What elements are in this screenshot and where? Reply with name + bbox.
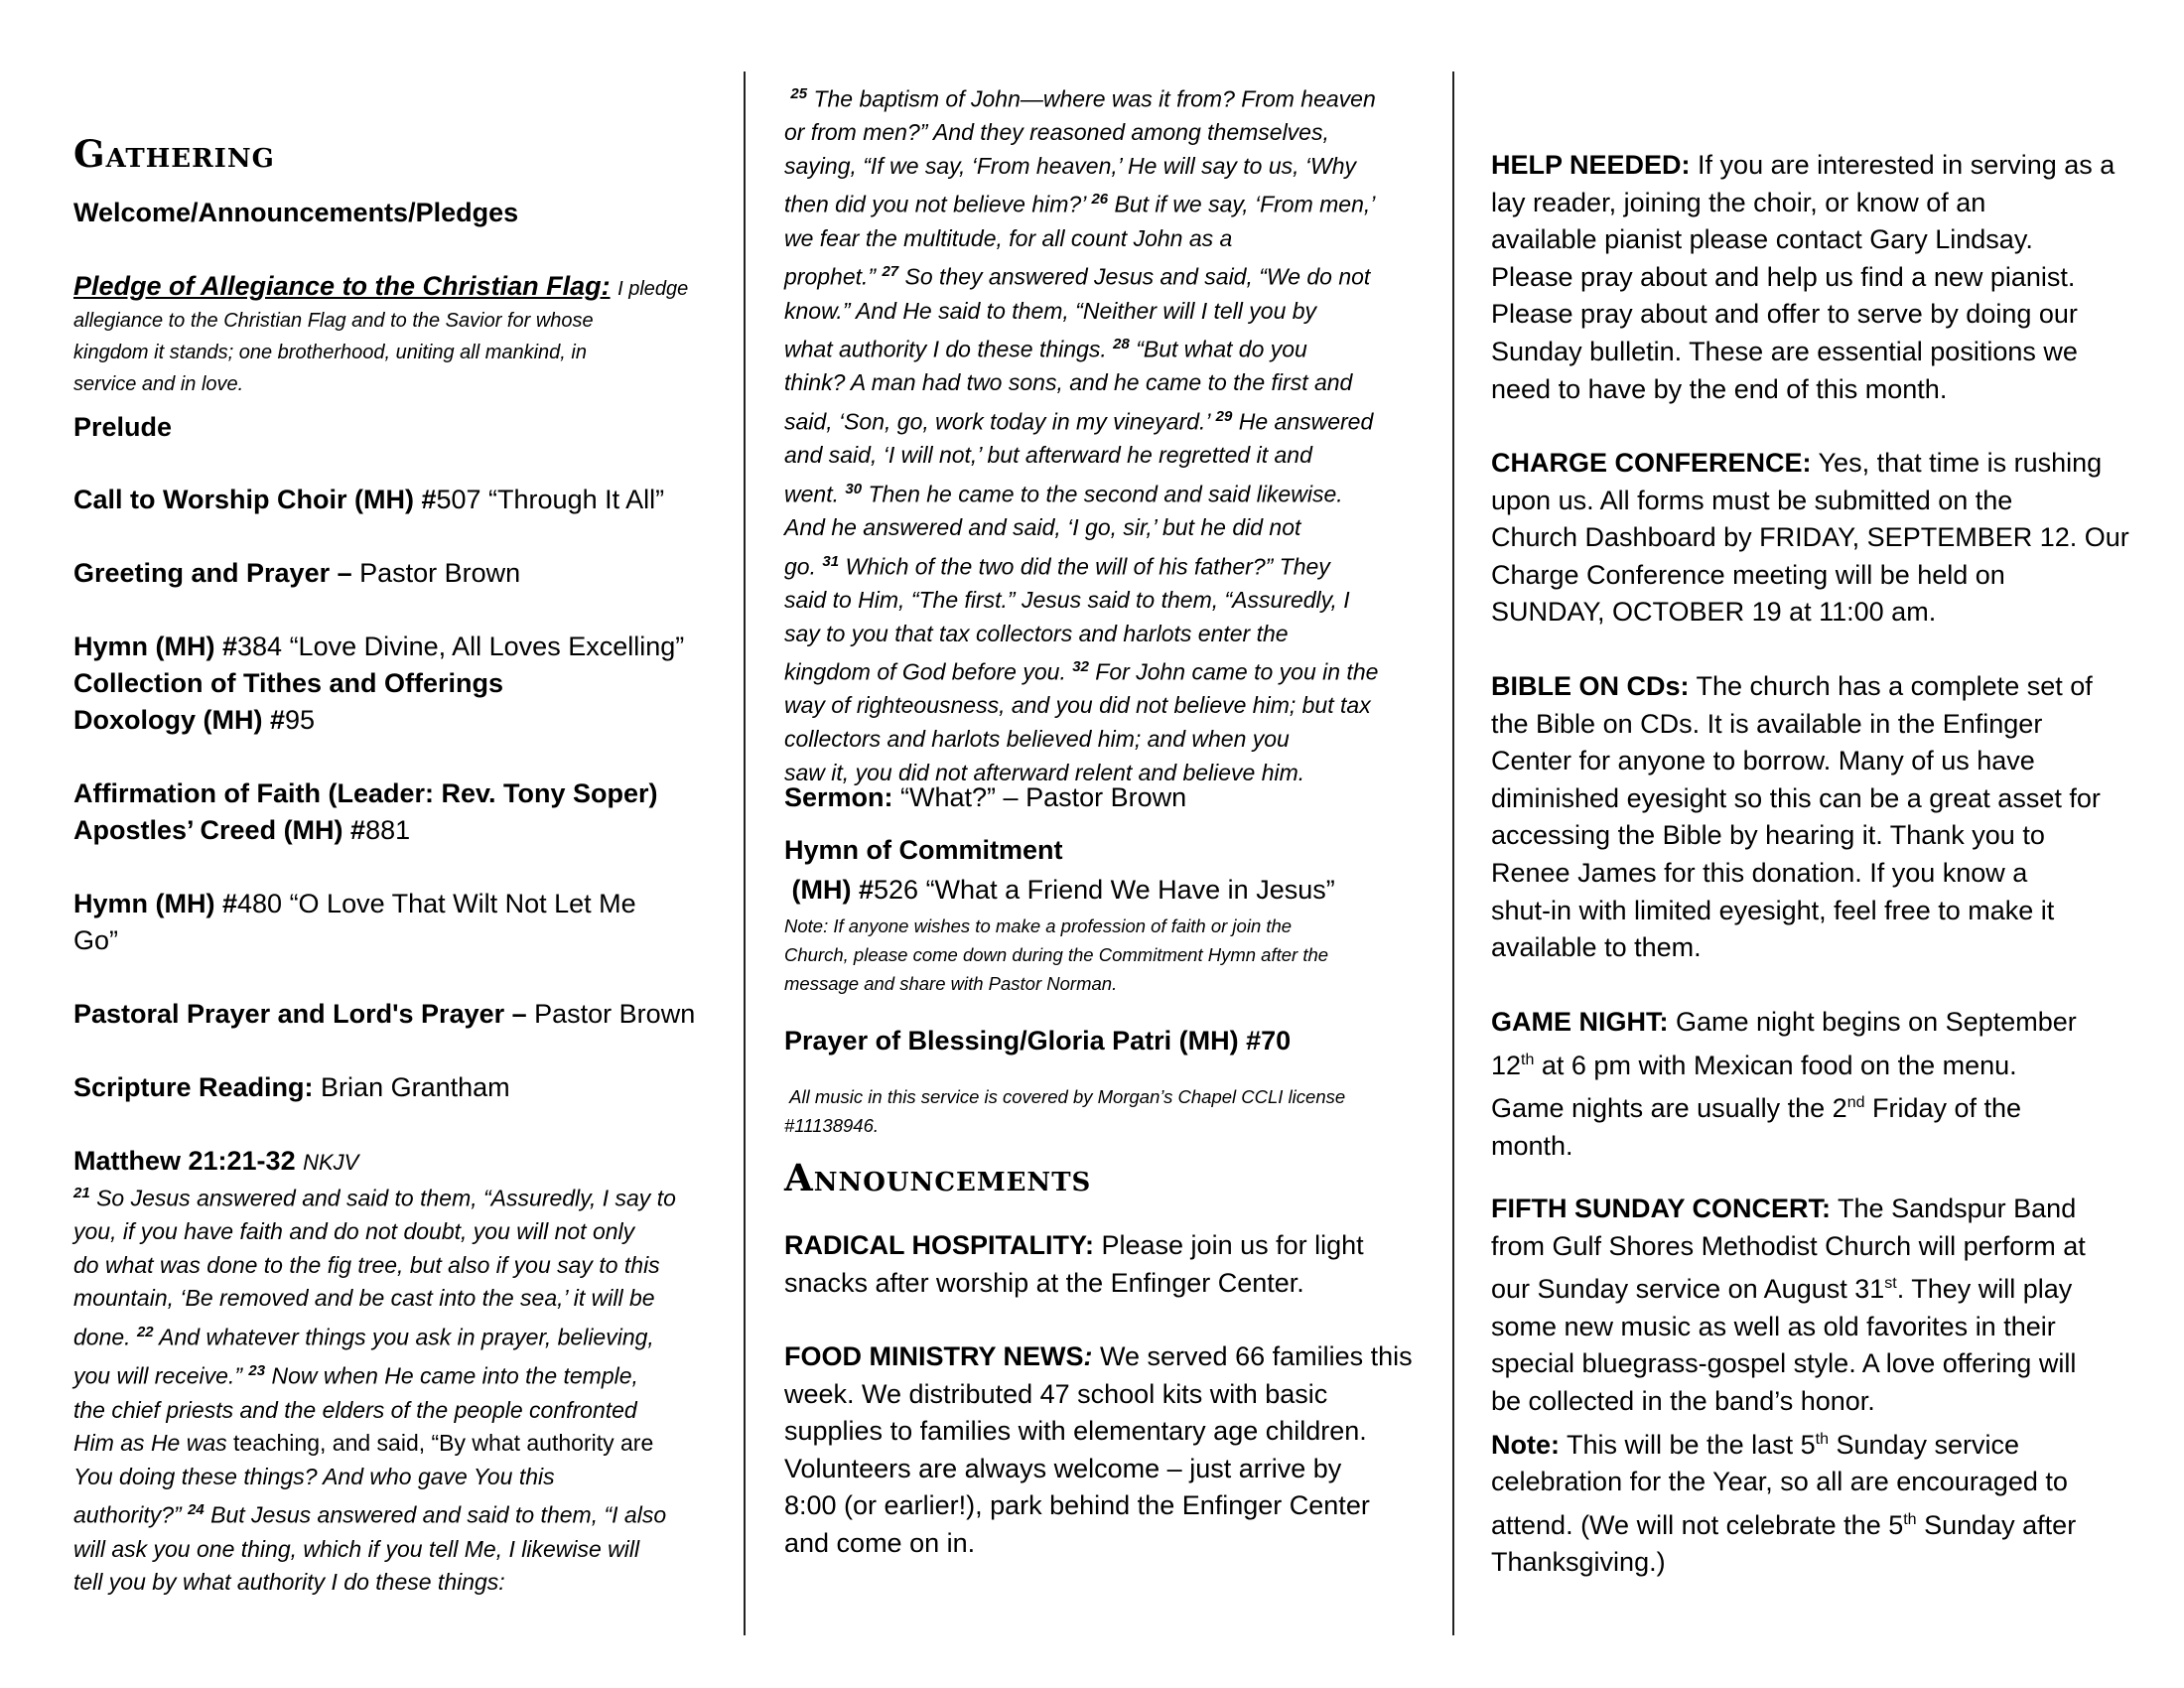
verse-line: mountain, ‘Be removed and be cast into the sea,’ it will be	[73, 1285, 655, 1312]
greeting-label: Greeting and Prayer –	[73, 558, 352, 588]
prelude-line: Prelude	[73, 412, 173, 442]
fifth-sunday-concert-announcement: FIFTH SUNDAY CONCERT: The Sandspur Band from Gulf Shores Methodist Church will perform at our Sunday service on August 31st. They will play some new music as well as old favorites in their special bluegrass-gospel style. A love offering will be collected in the band’s honor. Note: This will be the last 5th Sunday service celebration for the Year, so all are encouraged to attend. (We will not celebrate the 5th Sunday after Thanksgiving.)	[1491, 1194, 2086, 1578]
commitment-hymn-value: 526 “What a Friend We Have in Jesus”	[874, 875, 1335, 905]
verse-number: 30	[845, 480, 863, 497]
food-ministry-announcement: FOOD MINISTRY NEWS: We served 66 families this week. We distributed 47 school kits with basic supplies to families with elementary age children. Volunteers are always welcome – just arrive by 8:00 (or earlier!), park behind the Enfinger Center and come on in.	[784, 1341, 1413, 1558]
game-night-announcement: GAME NIGHT: Game night begins on September 12th at 6 pm with Mexican food on the menu. Game nights are usually the 2nd Friday of the month.	[1491, 1007, 2077, 1161]
creed-label: Apostles’ Creed (MH) #	[73, 815, 366, 845]
commitment-note	[784, 912, 1428, 998]
commitment-hymn-label: (MH) #	[791, 875, 875, 905]
pledge-title: Pledge of Allegiance to the Christian Flag:	[73, 271, 611, 301]
scripture-passage-continued	[784, 77, 1428, 789]
verse-line: done. $^{22}$ And whatever things you ask in prayer, believing,	[73, 1324, 654, 1350]
verse-line: you, if you have faith and do not doubt, you will not only	[73, 1218, 635, 1245]
charge-conference-announcement: CHARGE CONFERENCE: Yes, that time is rushing upon us. All forms must be submitted on the Church Dashboard by FRIDAY, SEPTEMBER 12. Our Charge Conference meeting will be held on SUNDAY, OCTOBER 19 at 11:00 am.	[1491, 448, 2129, 628]
call-to-worship-label: Call to Worship Choir (MH) #	[73, 485, 437, 514]
verse-number: 29	[1215, 407, 1233, 425]
pledge-text: I pledge	[617, 278, 689, 300]
verse-line: then did you not believe him?’ $^{26}$ But if we say, ‘From men,’	[784, 191, 1376, 218]
hymn-line	[73, 629, 709, 664]
verse-line: think? A man had two sons, and he came to the first and	[784, 369, 1353, 396]
verse-line: we fear the multitude, for all count John as a	[784, 224, 1233, 251]
pastoral-prayer-value: Pastor Brown	[526, 999, 696, 1029]
note-label: Note:	[1491, 1429, 1560, 1460]
verse-number: 32	[1072, 658, 1089, 676]
passage-ref: Matthew 21:21-32	[73, 1146, 296, 1176]
hymn-line	[73, 886, 709, 921]
collection-line: Collection of Tithes and Offerings	[73, 668, 504, 698]
license-note	[784, 1082, 1428, 1140]
scripture-passage	[73, 1177, 709, 1600]
scripture-reading-value: Brian Grantham	[313, 1072, 510, 1102]
verse-line: kingdom of God before you. $^{32}$ For John came to you in the	[784, 658, 1379, 685]
column-divider-right	[1452, 71, 1454, 1635]
verse-line: know.” And He said to them, “Neither will I tell you by	[784, 297, 1317, 324]
verse-number: 27	[882, 263, 899, 281]
announcement-label: BIBLE ON CDs:	[1491, 671, 1690, 701]
pledge-text: kingdom it stands; one brotherhood, uniting all mankind, in	[73, 342, 587, 363]
blessing-line: Prayer of Blessing/Gloria Patri (MH) #70	[784, 1026, 1292, 1055]
verse-number: 28	[1113, 336, 1130, 353]
announcement-label: CHARGE CONFERENCE:	[1491, 448, 1812, 478]
announcements-column	[1491, 0, 2146, 1688]
hymn-value-continued: Go”	[73, 925, 119, 955]
verse-line: $^{25}$ The baptism of John—where was it from? From heaven	[790, 85, 1376, 112]
commitment-hymn-line	[784, 872, 1428, 908]
verse-line: collectors and harlots believed him; and when you	[784, 725, 1290, 752]
verse-line: authority?” $^{24}$ But Jesus answered and said to them, “I also	[73, 1501, 667, 1528]
verse-line: what authority I do these things. $^{28}$ “But what do you	[784, 336, 1307, 362]
note-line: Church, please come down during the Commitment Hymn after the	[784, 944, 1329, 965]
announcement-label: GAME NIGHT:	[1491, 1007, 1669, 1037]
creed-value: 881	[365, 815, 411, 845]
verse-line: the chief priests and the elders of the people confronted	[73, 1396, 637, 1423]
verse-line: you will receive.” $^{23}$ Now when He came into the temple,	[73, 1362, 638, 1389]
announcement-label: HELP NEEDED:	[1491, 150, 1691, 180]
announcement-label: RADICAL HOSPITALITY:	[784, 1230, 1094, 1260]
verse-line: You doing these things? And who gave You this	[73, 1463, 555, 1489]
verse-line: prophet.” $^{27}$ So they answered Jesus and said, “We do not	[784, 263, 1371, 290]
note-line: message and share with Pastor Norman.	[784, 973, 1118, 994]
hymn-value: 480 “O Love That Wilt Not Let Me	[237, 889, 636, 918]
verse-line: saying, “If we say, ‘From heaven,’ He will say to us, ‘Why	[784, 152, 1357, 179]
greeting-value: Pastor Brown	[351, 558, 521, 588]
creed-line	[73, 812, 709, 848]
column-divider-left	[744, 71, 746, 1635]
verse-line: say to you that tax collectors and harlots enter the	[784, 620, 1289, 646]
verse-line: And he answered and said, ‘I go, sir,’ but he did not	[784, 514, 1301, 541]
sermon-label: Sermon:	[784, 782, 893, 812]
verse-line: go. $^{31}$ Which of the two did the will of his father?” They	[784, 552, 1330, 580]
verse-number: 22	[136, 1324, 154, 1341]
verse-line: $^{21}$ So Jesus answered and said to them, “Assuredly, I say to	[73, 1185, 676, 1211]
verse-number: 31	[822, 552, 840, 570]
note-line: Note: If anyone wishes to make a profession of faith or join the	[784, 915, 1293, 936]
verse-line: tell you by what authority I do these things:	[73, 1569, 505, 1596]
bible-on-cds-announcement: BIBLE ON CDs: The church has a complete set of the Bible on CDs. It is available in the Enfinger Center for anyone to borrow. Many of us have diminished eyesight so this can be a great asset for accessing the Bible by hearing it. Thank you to Renee James for this donation. If you know a shut-in with limited eyesight, feel free to make it available to them.	[1491, 671, 2101, 963]
passage-version: NKJV	[303, 1150, 359, 1175]
announcement-label: FOOD MINISTRY NEWS	[784, 1341, 1084, 1371]
verse-number: 23	[248, 1362, 266, 1380]
verse-line: went. $^{30}$ Then he came to the second and said likewise.	[784, 480, 1343, 507]
note-line: #11138946.	[784, 1115, 879, 1136]
verse-line: said, ‘Son, go, work today in my vineyard.’ $^{29}$ He answered	[784, 407, 1374, 435]
passage-reference	[73, 1143, 709, 1181]
verse-line: and said, ‘I will not,’ but afterward he regretted it and	[784, 442, 1312, 469]
verse-number: 24	[188, 1501, 205, 1519]
commitment-hymn-title: Hymn of Commitment	[784, 835, 1063, 865]
order-of-worship-column	[73, 0, 709, 1688]
doxology-label: Doxology (MH) #	[73, 705, 285, 735]
pledge-block	[73, 268, 709, 304]
scripture-and-announcements-column	[784, 0, 1428, 1688]
pledge-text: allegiance to the Christian Flag and to the Savior for whose	[73, 310, 594, 332]
greeting-line	[73, 555, 709, 591]
affirmation-line: Affirmation of Faith (Leader: Rev. Tony Soper)	[73, 778, 658, 808]
pledge-text: service and in love.	[73, 373, 244, 395]
welcome-line: Welcome/Announcements/Pledges	[73, 198, 519, 227]
pastoral-prayer-line	[73, 996, 709, 1032]
call-to-worship-line	[73, 482, 709, 517]
hymn-label: Hymn (MH) #	[73, 632, 238, 661]
verse-line: or from men?” And they reasoned among themselves,	[784, 119, 1329, 146]
scripture-reading-label: Scripture Reading:	[73, 1072, 314, 1102]
verse-line: Him as He was teaching, and said, “By what authority are	[73, 1430, 654, 1457]
note-line: All music in this service is covered by Morgan’s Chapel CCLI license	[789, 1086, 1346, 1107]
verse-line: way of righteousness, and you did not believe him; but tax	[784, 692, 1371, 719]
verse-number: 26	[1091, 191, 1109, 209]
hymn-value: 384 “Love Divine, All Loves Excelling”	[237, 632, 685, 661]
hymn-label: Hymn (MH) #	[73, 889, 238, 918]
announcement-label: FIFTH SUNDAY CONCERT:	[1491, 1194, 1832, 1223]
scripture-reading-line	[73, 1069, 709, 1105]
verse-number: 25	[790, 85, 808, 102]
announcements-heading: Announcements	[784, 1156, 1092, 1199]
call-to-worship-value: 507 “Through It All”	[436, 485, 665, 514]
verse-line: said to Him, “The first.” Jesus said to them, “Assuredly, I	[784, 586, 1350, 613]
pastoral-prayer-label: Pastoral Prayer and Lord's Prayer –	[73, 999, 527, 1029]
sermon-line	[784, 779, 1428, 815]
gathering-heading: Gathering	[73, 132, 275, 176]
verse-line: will ask you one thing, which if you tell Me, I likewise will	[73, 1535, 640, 1562]
verse-number: 21	[73, 1185, 90, 1201]
sermon-value: “What?” – Pastor Brown	[892, 782, 1187, 812]
verse-line: saw it, you did not afterward relent and believe him.	[784, 759, 1305, 785]
help-needed-announcement: HELP NEEDED: If you are interested in serving as a lay reader, joining the choir, or know of an available pianist please contact Gary Lindsay. Please pray about and help us find a new pianist. Please pray about and offer to serve by doing our Sunday bulletin. These are essential positions we need to have by the end of this month.	[1491, 150, 2116, 404]
doxology-line	[73, 702, 709, 738]
doxology-value: 95	[285, 705, 316, 735]
radical-hospitality-announcement: RADICAL HOSPITALITY: Please join us for light snacks after worship at the Enfinger Center.	[784, 1230, 1364, 1298]
verse-line: do what was done to the fig tree, but also if you say to this	[73, 1251, 660, 1278]
